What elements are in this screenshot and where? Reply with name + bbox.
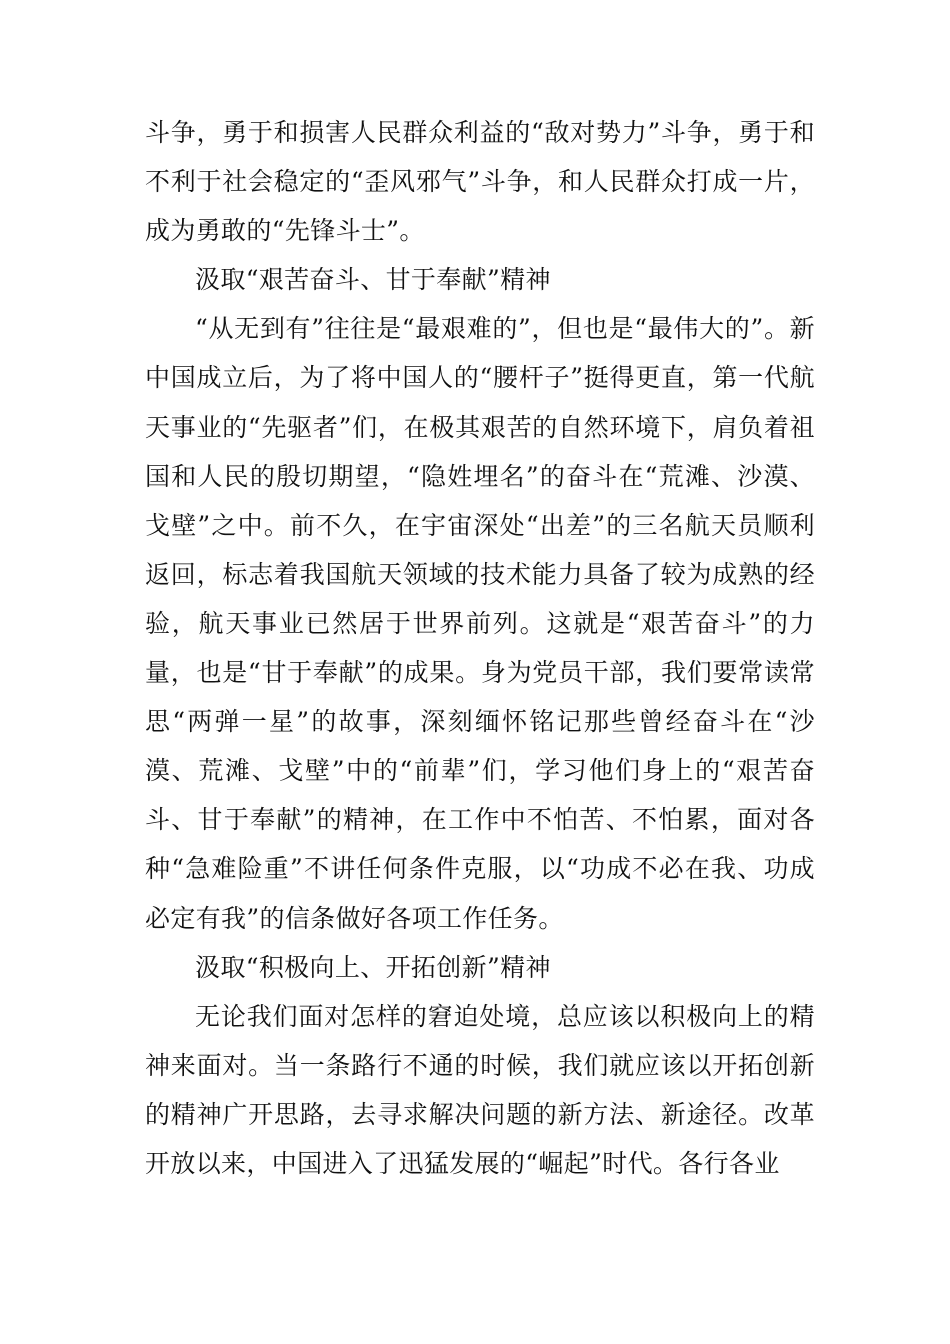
paragraph-struggle-continued: 斗争，勇于和损害人民群众利益的“敌对势力”斗争，勇于和不利于社会稳定的“歪风邪气”斗争，和人民群众打成一片，成为勇敢的“先锋斗士”。 bbox=[145, 118, 815, 246]
document-body bbox=[145, 108, 815, 1188]
section-heading-innovation: 汲取“积极向上、开拓创新”精神 bbox=[195, 952, 551, 982]
paragraph-positive-innovation: 无论我们面对怎样的窘迫处境，总应该以积极向上的精神来面对。当一条路行不通的时候，我们就应该以开拓创新的精神广开思路，去寻求解决问题的新方法、新途径。改革开放以来，中国进入了迅猛发展的“崛起”时代。各行各业 bbox=[145, 1001, 815, 1178]
paragraph-aerospace-pioneers: “从无到有”往往是“最艰难的”，但也是“最伟大的”。新中国成立后，为了将中国人的“腰杆子”挺得更直，第一代航天事业的“先驱者”们，在极其艰苦的自然环境下，肩负着祖国和人民的殷切期望，“隐姓埋名”的奋斗在“荒滩、沙漠、戈壁”之中。前不久，在宇宙深处“出差”的三名航天员顺利返回，标志着我国航天领域的技术能力具备了较为成熟的经验，航天事业已然居于世界前列。这就是“艰苦奋斗”的力量，也是“甘于奉献”的成果。身为党员干部，我们要常读常思“两弹一星”的故事，深刻缅怀铭记那些曾经奋斗在“沙漠、荒滩、戈壁”中的“前辈”们，学习他们身上的“艰苦奋斗、甘于奉献”的精神，在工作中不怕苦、不怕累，面对各种“急难险重”不讲任何条件克服，以“功成不必在我、功成必定有我”的信条做好各项工作任务。 bbox=[145, 314, 815, 933]
section-heading-hard-work: 汲取“艰苦奋斗、甘于奉献”精神 bbox=[195, 265, 551, 295]
